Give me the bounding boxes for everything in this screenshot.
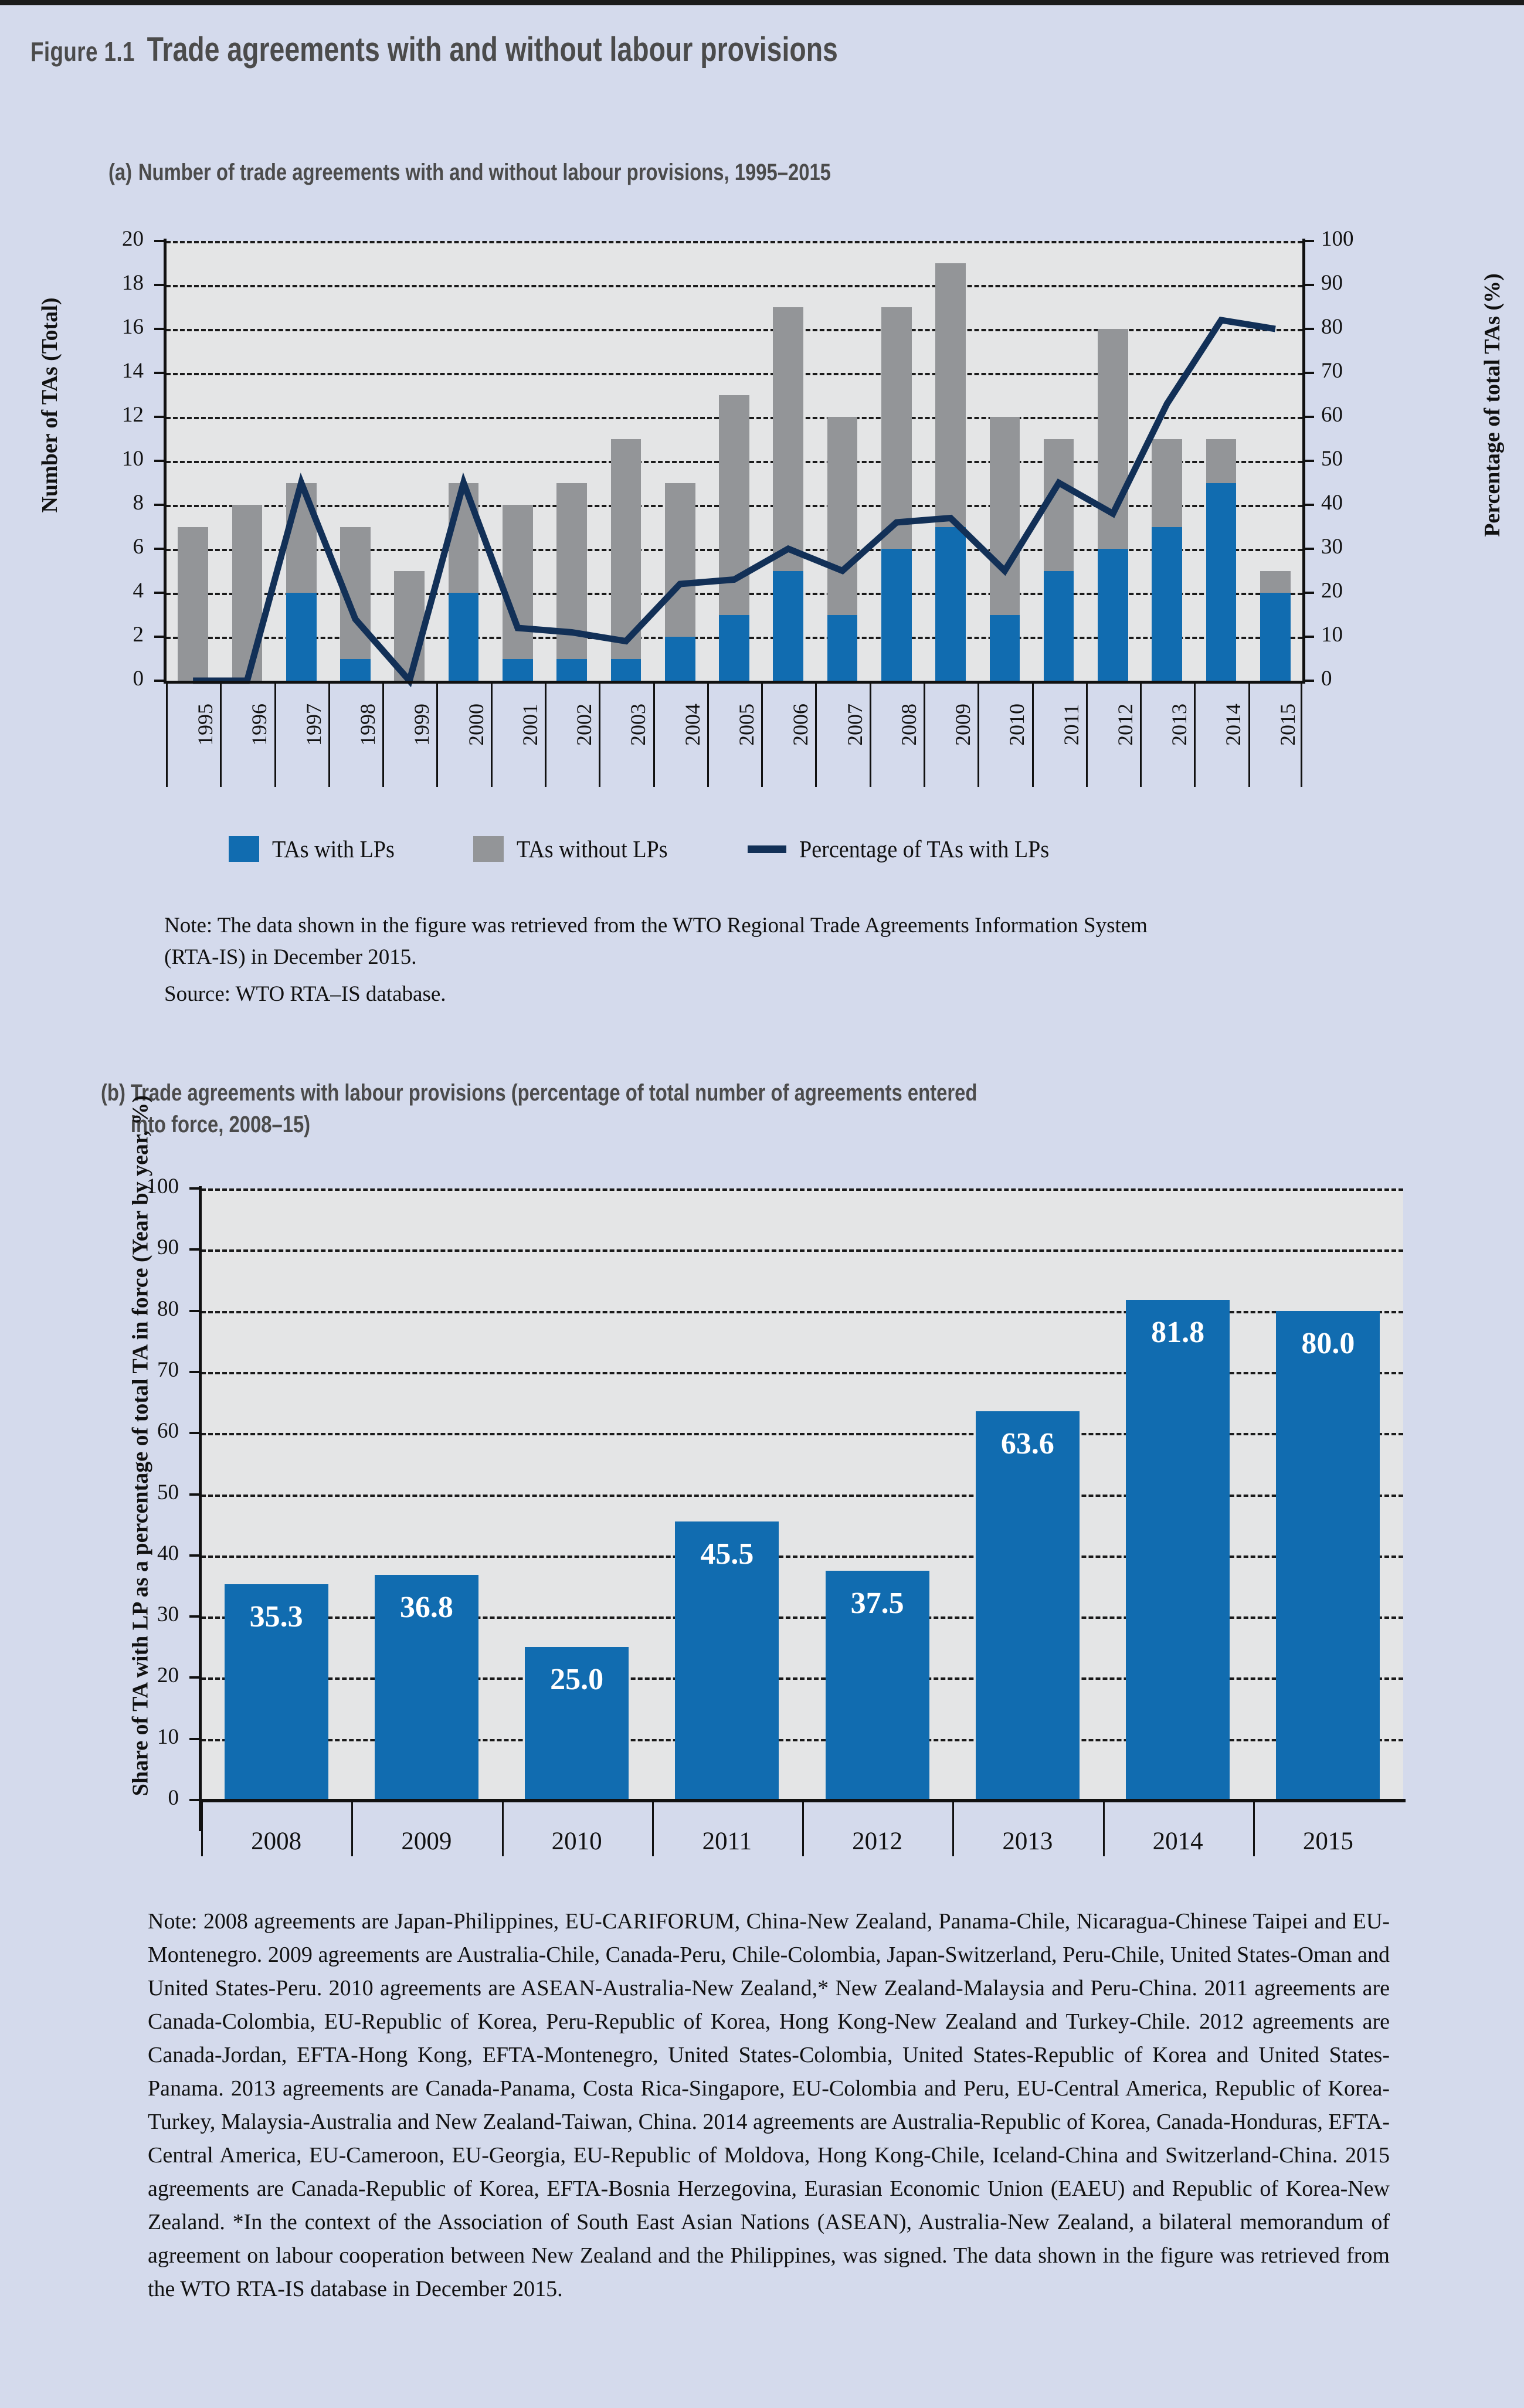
x-axis-label: 2000	[464, 704, 488, 746]
x-axis-label: 1996	[247, 704, 271, 746]
panel-b-tag: (b)	[101, 1080, 125, 1106]
axis-tick-label: 80	[1321, 315, 1343, 339]
x-axis-separator	[815, 684, 817, 787]
x-axis-label: 2013	[1002, 1828, 1053, 1855]
chart-a-y-right-title: Percentage of total TAs (%)	[1480, 273, 1505, 537]
x-axis-label: 2015	[1275, 704, 1299, 746]
axis-tick-label: 18	[122, 271, 144, 295]
axis-tick	[1304, 504, 1314, 506]
x-axis-separator	[1194, 684, 1196, 787]
axis-tick-label: 4	[133, 579, 144, 603]
axis-tick-label: 8	[133, 491, 144, 515]
x-axis-label: 2010	[551, 1828, 602, 1855]
chart-b-bar-group	[802, 1188, 952, 1800]
legend-item[interactable]	[473, 835, 679, 863]
x-axis-separator	[491, 684, 493, 787]
chart-b-bar	[1276, 1311, 1380, 1800]
chart-b-bar	[525, 1647, 629, 1800]
axis-tick	[189, 1738, 200, 1740]
x-axis-separator	[201, 1802, 203, 1856]
axis-tick	[154, 592, 165, 594]
chart-b-x-axis-labels	[201, 1802, 1403, 1879]
x-axis-label: 2011	[1059, 704, 1083, 746]
axis-tick	[1304, 328, 1314, 330]
x-axis-separator	[653, 684, 655, 787]
axis-tick-label: 90	[157, 1235, 179, 1260]
axis-tick	[154, 284, 165, 286]
chart-b-bar	[375, 1575, 478, 1800]
axis-tick	[154, 240, 165, 242]
axis-tick	[154, 416, 165, 418]
axis-tick	[1304, 592, 1314, 594]
chart-b-bar-value-label: 81.8	[1151, 1315, 1205, 1349]
chart-b-bar-value-label: 63.6	[1000, 1427, 1054, 1461]
panel-a-tag: (a)	[108, 159, 133, 185]
axis-tick	[1304, 548, 1314, 550]
axis-tick	[189, 1676, 200, 1679]
axis-tick	[189, 1187, 200, 1190]
axis-tick-label: 70	[157, 1357, 179, 1382]
legend-label: TAs without LPs	[516, 836, 668, 862]
chart-b-bar-group	[652, 1188, 802, 1800]
chart-a-x-tick	[545, 684, 599, 789]
x-axis-separator	[924, 684, 925, 787]
axis-tick	[154, 460, 165, 462]
axis-tick-label: 30	[1321, 535, 1343, 559]
axis-tick	[189, 1371, 200, 1373]
chart-a-legend	[229, 835, 1138, 863]
x-axis-separator	[1032, 684, 1034, 787]
x-axis-separator	[351, 1802, 353, 1856]
chart-a-note: Note: The data shown in the figure was retrieved from the WTO Regional Trade Agreements Information System (RTA-IS) in December 2015.	[164, 913, 1148, 969]
panel-b-heading-line1: Trade agreements with labour provisions (percentage of total number of agreements entered	[130, 1080, 977, 1106]
axis-tick	[154, 636, 165, 638]
x-axis-separator	[1248, 684, 1250, 787]
chart-a-x-tick	[599, 684, 653, 789]
axis-tick-label: 14	[122, 359, 144, 383]
x-axis-label: 2002	[572, 704, 596, 746]
axis-tick	[189, 1248, 200, 1251]
chart-b-bar	[826, 1571, 929, 1800]
axis-tick-label: 6	[133, 535, 144, 559]
chart-b-bar-value-label: 37.5	[850, 1586, 904, 1620]
page-top-rule	[0, 0, 1524, 5]
chart-a-x-tick	[1140, 684, 1194, 789]
x-axis-separator	[802, 1802, 804, 1856]
chart-b-bar	[225, 1584, 328, 1800]
x-axis-separator	[1140, 684, 1142, 787]
chart-b-bar-value-label: 45.5	[700, 1537, 754, 1571]
chart-a-x-tick	[274, 684, 328, 789]
axis-tick-label: 10	[157, 1724, 179, 1749]
x-axis-label: 2009	[951, 704, 975, 746]
chart-b-bar-group	[1253, 1188, 1403, 1800]
chart-b-x-tick	[1103, 1802, 1253, 1879]
x-axis-separator	[599, 684, 600, 787]
axis-tick-label: 80	[157, 1296, 179, 1321]
chart-b-bar-group	[201, 1188, 351, 1800]
chart-a-x-tick	[1032, 684, 1086, 789]
chart-a-x-tick	[1248, 684, 1302, 789]
x-axis-label: 2008	[897, 704, 921, 746]
axis-tick-label: 20	[122, 227, 144, 251]
axis-tick-label: 40	[157, 1541, 179, 1565]
chart-b-bars	[201, 1188, 1403, 1800]
chart-a-x-tick	[220, 684, 274, 789]
x-axis-separator	[1103, 1802, 1105, 1856]
x-axis-separator	[761, 684, 763, 787]
legend-item[interactable]	[229, 835, 404, 863]
chart-a-x-tick	[761, 684, 815, 789]
legend-label: TAs with LPs	[272, 836, 395, 862]
chart-b-x-tick	[201, 1802, 351, 1879]
axis-tick	[1304, 240, 1314, 242]
chart-panel-a	[0, 5, 1524, 1006]
axis-tick	[1304, 416, 1314, 418]
x-axis-separator	[1086, 684, 1088, 787]
axis-tick-label: 50	[157, 1480, 179, 1504]
x-axis-label: 2001	[518, 704, 542, 746]
axis-tick	[1304, 460, 1314, 462]
axis-tick-label: 0	[168, 1786, 179, 1810]
chart-a-x-tick	[491, 684, 545, 789]
chart-a-x-tick	[1194, 684, 1248, 789]
chart-a-source: Source: WTO RTA–IS database.	[164, 982, 446, 1006]
axis-tick-label: 50	[1321, 447, 1343, 471]
x-axis-separator	[220, 684, 222, 787]
axis-tick-label: 20	[1321, 579, 1343, 603]
axis-tick	[189, 1799, 200, 1801]
chart-b-bar	[976, 1411, 1080, 1800]
axis-tick-label: 40	[1321, 491, 1343, 515]
chart-b-plot-area	[201, 1188, 1403, 1800]
x-axis-label: 2006	[789, 704, 813, 746]
legend-color-swatch	[473, 836, 504, 862]
axis-tick	[154, 328, 165, 330]
x-axis-separator	[382, 684, 384, 787]
x-axis-label: 1995	[194, 704, 218, 746]
x-axis-separator	[1253, 1802, 1255, 1856]
x-axis-label: 2009	[401, 1828, 452, 1855]
x-axis-label: 2007	[843, 704, 867, 746]
chart-b-bar	[1126, 1300, 1230, 1800]
x-axis-separator	[545, 684, 547, 787]
axis-tick-label: 60	[1321, 403, 1343, 427]
axis-tick-label: 16	[122, 315, 144, 339]
chart-a-x-tick	[707, 684, 761, 789]
x-axis-separator	[274, 684, 276, 787]
chart-b-bar-group	[502, 1188, 652, 1800]
x-axis-separator	[1301, 684, 1302, 787]
chart-b-bar	[675, 1521, 779, 1800]
axis-tick-label: 90	[1321, 271, 1343, 295]
axis-tick-label: 20	[157, 1663, 179, 1688]
panel-a-heading-text: Number of trade agreements with and without labour provisions, 1995–2015	[138, 159, 831, 185]
panel-b-heading	[101, 1077, 977, 1140]
chart-a-x-tick	[166, 684, 220, 789]
chart-b-x-tick	[802, 1802, 952, 1879]
chart-a-x-tick	[382, 684, 436, 789]
x-axis-label: 1998	[355, 704, 379, 746]
axis-tick	[189, 1615, 200, 1618]
x-axis-separator	[436, 684, 438, 787]
axis-tick-label: 0	[1321, 667, 1332, 691]
chart-a-x-tick	[924, 684, 977, 789]
axis-tick	[154, 548, 165, 550]
chart-b-bar-value-label: 80.0	[1301, 1326, 1355, 1360]
chart-a-plot-area	[166, 241, 1302, 681]
x-axis-separator	[707, 684, 709, 787]
figure-number: Figure 1.1	[30, 36, 135, 67]
axis-tick	[1304, 680, 1314, 682]
chart-a-x-tick	[653, 684, 707, 789]
axis-tick-label: 70	[1321, 359, 1343, 383]
axis-tick	[189, 1493, 200, 1496]
x-axis-label: 2015	[1302, 1828, 1353, 1855]
panel-b-heading-line2: into force, 2008–15)	[130, 1112, 311, 1137]
chart-a-x-tick	[870, 684, 924, 789]
x-axis-label: 2014	[1221, 704, 1245, 746]
chart-b-bar-value-label: 35.3	[249, 1599, 303, 1633]
x-axis-separator	[977, 684, 979, 787]
x-axis-label: 1999	[410, 704, 434, 746]
chart-b-bar-group	[952, 1188, 1102, 1800]
chart-b-y-title: Share of TA with LP as a percentage of total TA in force (Year by year, %)	[128, 1095, 153, 1796]
x-axis-label: 2011	[702, 1828, 752, 1855]
chart-b-x-tick	[952, 1802, 1102, 1879]
axis-tick	[154, 372, 165, 374]
x-axis-label: 1997	[301, 704, 325, 746]
axis-tick-label: 10	[122, 447, 144, 471]
chart-a-x-tick	[1086, 684, 1140, 789]
chart-a-x-tick	[815, 684, 869, 789]
chart-b-bar-value-label: 25.0	[550, 1663, 604, 1697]
x-axis-label: 2005	[734, 704, 758, 746]
axis-tick	[154, 504, 165, 506]
x-axis-separator	[328, 684, 330, 787]
axis-tick	[154, 680, 165, 682]
chart-a-percentage-line	[166, 241, 1302, 681]
x-axis-label: 2012	[1113, 704, 1137, 746]
x-axis-label: 2003	[626, 704, 650, 746]
chart-b-x-tick	[1253, 1802, 1403, 1879]
axis-tick-label: 100	[1321, 227, 1354, 251]
chart-b-x-tick	[652, 1802, 802, 1879]
x-axis-label: 2012	[852, 1828, 903, 1855]
chart-a-y-left-title: Number of TAs (Total)	[38, 297, 62, 513]
axis-tick	[189, 1554, 200, 1557]
chart-a-x-tick	[328, 684, 382, 789]
x-axis-separator	[870, 684, 871, 787]
axis-tick-label: 2	[133, 623, 144, 647]
chart-b-x-tick	[351, 1802, 501, 1879]
axis-tick	[189, 1310, 200, 1312]
chart-b-bar-group	[351, 1188, 501, 1800]
axis-tick-label: 10	[1321, 623, 1343, 647]
axis-tick-label: 12	[122, 403, 144, 427]
x-axis-separator	[652, 1802, 654, 1856]
axis-tick-label: 60	[157, 1419, 179, 1444]
x-axis-separator	[166, 684, 168, 787]
figure-title-text: Trade agreements with and without labour provisions	[147, 30, 838, 69]
x-axis-label: 2008	[251, 1828, 302, 1855]
x-axis-label: 2004	[680, 704, 704, 746]
axis-tick	[1304, 636, 1314, 638]
chart-b-x-tick	[502, 1802, 652, 1879]
chart-a-x-axis-labels	[166, 684, 1302, 789]
axis-tick	[189, 1432, 200, 1434]
chart-b-note: Note: 2008 agreements are Japan-Philippines, EU-CARIFORUM, China-New Zealand, Panama-Chile, Nicaragua-Chinese Taipei and EU-Montenegro. 2009 agreements are Australia-Chile, Canada-Peru, Chile-Colombia, Japan-Switzerland, Peru-Chile, United States-Oman and United States-Peru. 2010 agreements are ASEAN-Australia-New Zealand,* New Zealand-Malaysia and Peru-China. 2011 agreements are Canada-Colombia, EU-Republic of Korea, Peru-Republic of Korea, Hong Kong-New Zealand and Turkey-Chile. 2012 agreements are Canada-Jordan, EFTA-Hong Kong, EFTA-Montenegro, United States-Colombia, United States-Republic of Korea and United States-Panama. 2013 agreements are Canada-Panama, Costa Rica-Singapore, EU-Colombia and Peru, EU-Central America, Republic of Korea-Turkey, Malaysia-Australia and New Zealand-Taiwan, China. 2014 agreements are Australia-Republic of Korea, Canada-Honduras, EFTA-Central America, EU-Cameroon, EU-Georgia, EU-Republic of Moldova, Hong Kong-Chile, Iceland-China and Switzerland-China. 2015 agreements are Canada-Republic of Korea, EFTA-Bosnia Herzegovina, Eurasian Economic Union (EAEU) and Republic of Korea-New Zealand. *In the context of the Association of South East Asian Nations (ASEAN), Australia-New Zealand, a bilateral memorandum of agreement on labour cooperation between New Zealand and the Philippines, was signed. The data shown in the figure was retrieved from the WTO RTA-IS database in December 2015.	[148, 1909, 1390, 2301]
axis-tick-label: 100	[146, 1174, 179, 1198]
x-axis-separator	[952, 1802, 954, 1856]
x-axis-label: 2010	[1005, 704, 1029, 746]
x-axis-label: 2013	[1167, 704, 1192, 746]
chart-a-x-tick	[436, 684, 490, 789]
chart-b-bar-group	[1103, 1188, 1253, 1800]
legend-item[interactable]	[748, 835, 1068, 863]
legend-line-swatch	[748, 845, 786, 853]
chart-b-bar-value-label: 36.8	[399, 1591, 453, 1625]
legend-label: Percentage of TAs with LPs	[799, 836, 1050, 862]
legend-color-swatch	[229, 836, 259, 862]
axis-tick-label: 30	[157, 1602, 179, 1627]
chart-a-x-tick	[977, 684, 1031, 789]
chart-b-left-axis	[199, 1186, 202, 1831]
x-axis-separator	[502, 1802, 504, 1856]
x-axis-label: 2014	[1152, 1828, 1203, 1855]
axis-tick	[1304, 284, 1314, 286]
axis-tick	[1304, 372, 1314, 374]
axis-tick-label: 0	[133, 667, 144, 691]
